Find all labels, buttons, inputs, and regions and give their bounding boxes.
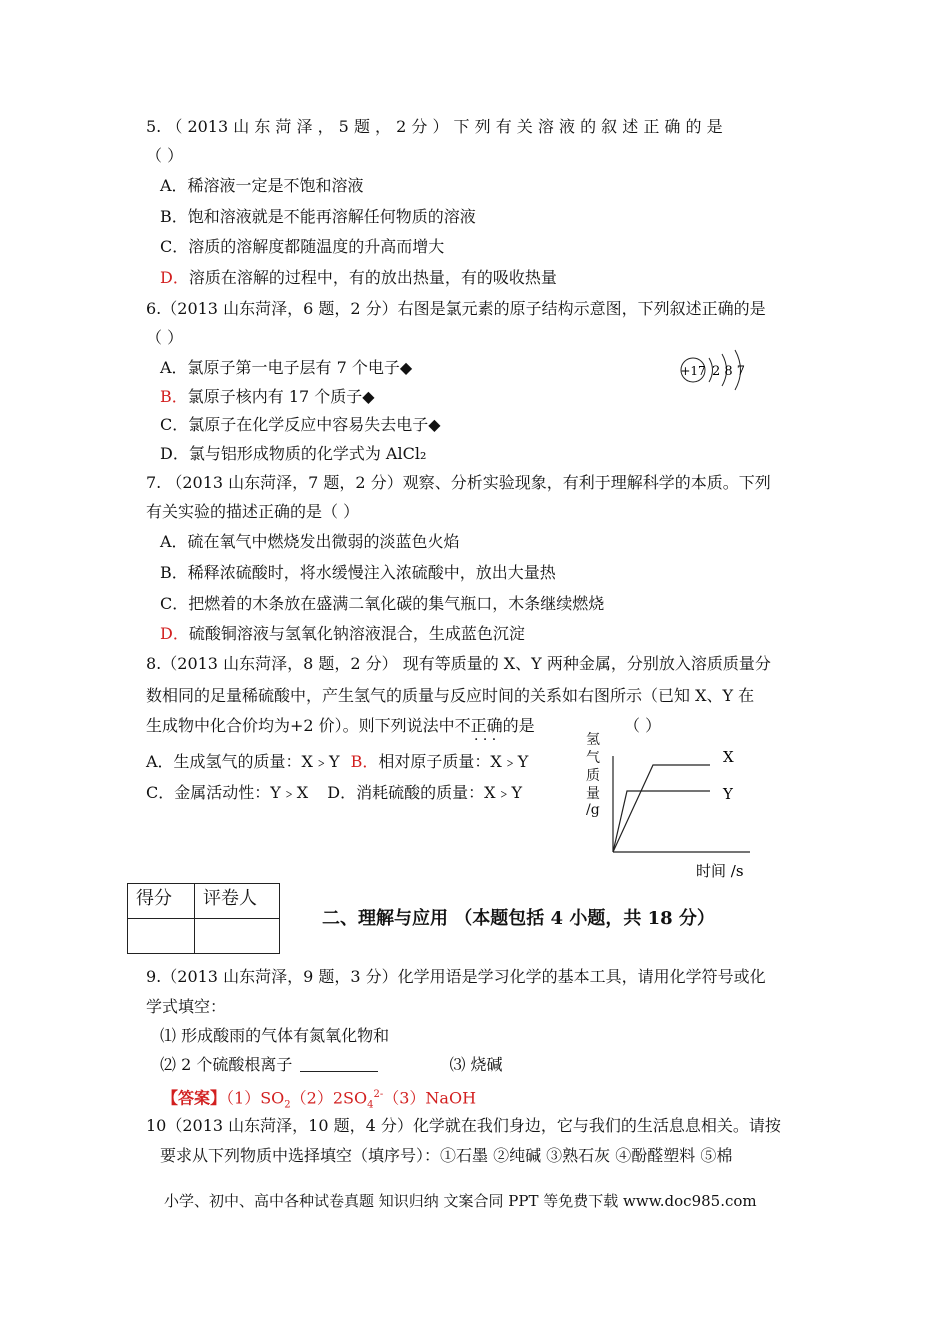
q7-option-a: A．硫在氧气中燃烧发出微弱的淡蓝色火焰 (160, 532, 460, 551)
series-x-label: X (723, 748, 734, 766)
q8-option-d: D．消耗硫酸的质量：X﹥Y (327, 783, 523, 802)
q9-answer (162, 1085, 476, 1116)
series-x-line (613, 765, 710, 852)
hydrogen-mass-time-graph (580, 726, 760, 884)
answer-part-1: （1）SO (226, 1088, 285, 1108)
q9-stem-line2: 学式填空： (146, 997, 227, 1016)
q7-option-b: B．稀释浓硫酸时，将水缓慢注入浓硫酸中，放出大量热 (160, 563, 556, 582)
q7-option-d-text: 硫酸铜溶液与氢氧化钠溶液混合，生成蓝色沉淀 (188, 624, 525, 643)
graph-ylabel-char: /g (586, 802, 600, 818)
q9-blank[interactable] (300, 1055, 378, 1072)
graph-xlabel: 时间 /s (696, 862, 744, 880)
q8-option-a: A．生成氢气的质量：X﹥Y (146, 752, 340, 771)
q6-option-c: C．氯原子在化学反应中容易失去电子◆ (160, 415, 441, 434)
atom-shell-electrons: 2 8 7 (712, 364, 746, 379)
score-cell[interactable] (128, 919, 195, 954)
q9-item-3: ⑶ 烧碱 (449, 1055, 503, 1074)
q8-options-row2 (146, 783, 522, 803)
q6-option-b-text: 氯原子核内有 17 个质子◆ (187, 387, 375, 406)
answer-tag: 【答案】 (162, 1088, 227, 1108)
answer-sub-2: 4 (367, 1099, 374, 1111)
q5-option-a: A．稀溶液一定是不饱和溶液 (160, 176, 364, 195)
q5-answer-label: D． (160, 268, 189, 287)
q5-option-b: B．饱和溶液就是不能再溶解任何物质的溶液 (160, 207, 476, 226)
q8-stem-line1: 8.（2013 山东菏泽，8 题，2 分） 现有等质量的 X、Y 两种金属，分别放入溶质质量分 (146, 654, 771, 673)
graph-ylabel-char: 质 (586, 768, 600, 784)
q9-stem-line1: 9.（2013 山东菏泽，9 题，3 分）化学用语是学习化学的基本工具，请用化学符号或化 (146, 967, 766, 986)
answer-sup-2: 2- (373, 1089, 384, 1100)
q6-answer-paren: （ ） (146, 328, 184, 347)
q9-item-2: ⑵ 2 个硫酸根离子 (160, 1055, 293, 1074)
section-title: 二、理解与应用 （本题包括 4 小题，共 18 分） (322, 908, 715, 929)
graph-ylabel-char: 量 (586, 786, 600, 802)
q9-item-1: ⑴ 形成酸雨的气体有氮氧化物和 (160, 1026, 390, 1045)
grader-cell[interactable] (195, 919, 280, 954)
q5-option-d (160, 268, 557, 288)
q5-stem: 5. （ 2013 山 东 菏 泽 ， 5 题 ， 2 分 ） 下 列 有 关 溶 液 的 叙 述 正 确 的 是 (146, 117, 723, 136)
q10-stem-line2: 要求从下列物质中选择填空（填序号）：①石墨 ②纯碱 ③熟石灰 ④酚醛塑料 ⑤棉 (160, 1146, 733, 1165)
answer-part-2: （2）2SO (290, 1088, 368, 1108)
q8-option-c: C．金属活动性：Y﹥X (146, 783, 309, 802)
q5-option-d-text: 溶质在溶解的过程中，有的放出热量，有的吸收热量 (188, 268, 557, 287)
q7-stem-line2: 有关实验的描述正确的是（ ） (146, 502, 360, 521)
q5-option-c: C．溶质的溶解度都随温度的升高而增大 (160, 237, 445, 256)
q7-option-d (160, 624, 525, 644)
q6-option-a: A．氯原子第一电子层有 7 个电子◆ (160, 358, 413, 377)
q7-option-c: C．把燃着的木条放在盛满二氧化碳的集气瓶口，木条继续燃烧 (160, 594, 605, 613)
q5-answer-paren: （ ） (146, 146, 184, 165)
page-footer: 小学、初中、高中各种试卷真题 知识归纳 文案合同 PPT 等免费下载 www.doc985.com (164, 1192, 757, 1210)
q9-items-row (160, 1055, 503, 1075)
q8-stem-line3: 生成物中化合价均为+2 价）。则下列说法中不正确的是 (146, 716, 535, 735)
q10-stem-line1: 10（2013 山东菏泽，10 题，4 分）化学就在我们身边，它与我们的生活息息相关。请按 (146, 1116, 781, 1135)
q8-options-row1 (146, 752, 528, 772)
score-table (127, 883, 280, 954)
q6-option-b (160, 387, 375, 407)
score-table-header-score: 得分 (128, 884, 195, 919)
chlorine-atom-diagram (676, 346, 756, 392)
series-y-label: Y (723, 785, 733, 803)
q8-stem-line2: 数相同的足量稀硫酸中，产生氢气的质量与反应时间的关系如右图所示（已知 X、Y 在 (146, 686, 755, 705)
answer-part-3: （3）NaOH (383, 1088, 477, 1108)
q7-answer-label: D． (160, 624, 189, 643)
graph-ylabel-char: 氢 (586, 732, 600, 748)
q7-stem-line1: 7. （2013 山东菏泽，7 题，2 分）观察、分析实验现象，有利于理解科学的本质。下列 (146, 473, 771, 492)
q8-emphasis-dots: · · · (474, 732, 497, 748)
score-table-header-grader: 评卷人 (195, 884, 280, 919)
q6-option-d: D．氯与铝形成物质的化学式为 AlCl₂ (160, 444, 427, 463)
q8-answer-paren: （ ） (624, 716, 662, 735)
q6-stem: 6.（2013 山东菏泽，6 题，2 分）右图是氯元素的原子结构示意图，下列叙述正确的是 (146, 299, 766, 318)
q8-option-b-text: 相对原子质量：X﹥Y (378, 752, 529, 771)
atom-nucleus-label: +17 (680, 364, 706, 378)
q6-answer-label: B． (160, 387, 188, 406)
graph-ylabel-char: 气 (586, 750, 600, 766)
answer-sub-1: 2 (284, 1099, 291, 1111)
q8-answer-label: B． (350, 752, 379, 771)
